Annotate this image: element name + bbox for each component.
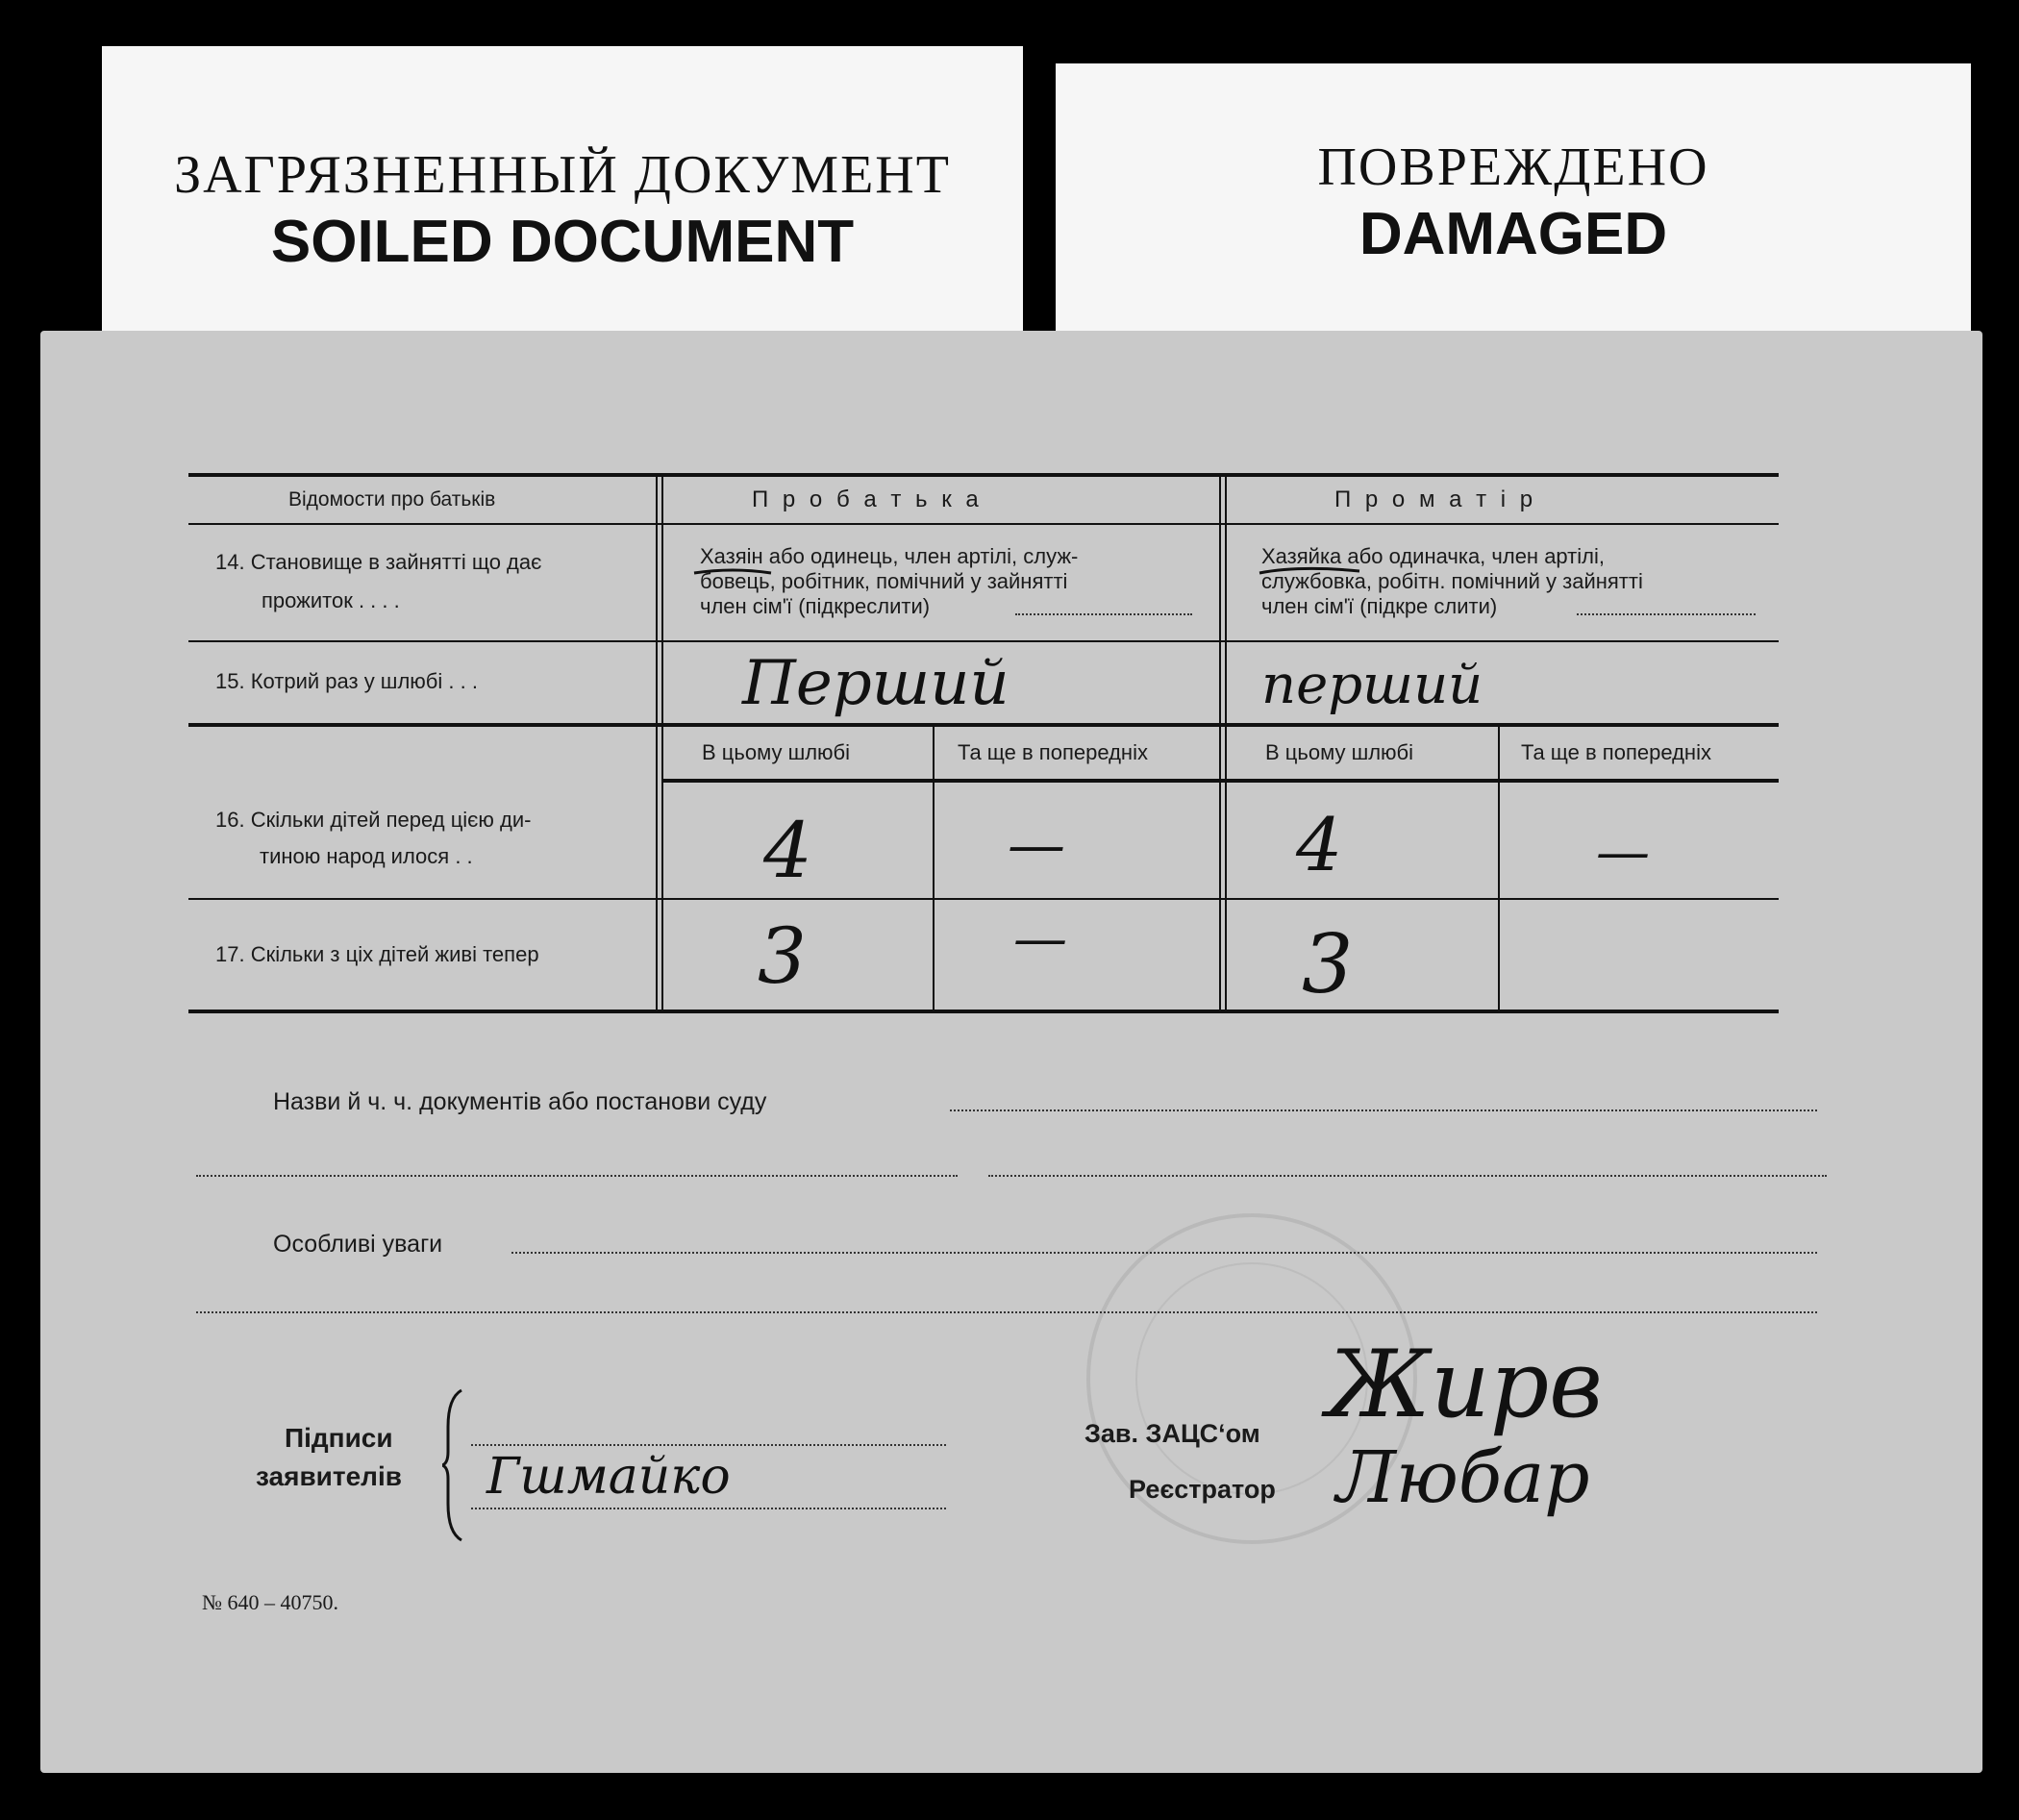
row16-bottom-rule — [188, 898, 1779, 900]
subheader-father-prev: Та ще в попередніх — [958, 740, 1148, 764]
registrar-label: Реєстратор — [1129, 1475, 1276, 1504]
soiled-label-ru: ЗАГРЯЗНЕННЫЙ ДОКУМЕНТ — [174, 145, 951, 205]
col-divider-mother-prev — [1498, 727, 1500, 1011]
row14-father-line3: член сім'ї (підкреслити) — [700, 594, 931, 618]
documents-dots-3 — [988, 1175, 1827, 1177]
form-number: № 640 – 40750. — [202, 1590, 338, 1614]
damaged-label-en: DAMAGED — [1358, 201, 1668, 267]
soiled-label-en: SOILED DOCUMENT — [270, 209, 855, 275]
head-label: Зав. ЗАЦС‘ом — [1084, 1419, 1260, 1448]
row14-label-line1: 14. Становище в зайнятті що дає — [215, 550, 542, 574]
row14-underlines — [40, 331, 1982, 658]
row16-mother-this: 4 — [1296, 802, 1343, 887]
row16-father-this: 4 — [763, 806, 812, 895]
row14-label-line2: прожиток . . . . — [262, 588, 400, 612]
notes-label: Особливі уваги — [273, 1231, 443, 1258]
applicants-label-line2: заявителів — [256, 1461, 402, 1491]
header-mother: П р о м а т і р — [1334, 486, 1537, 512]
documents-label: Назви й ч. ч. документів або постанови суду — [273, 1088, 767, 1115]
table-bottom-rule — [188, 1010, 1779, 1013]
row14-father-line1: Хазяін або одинець, член артілі, служ- — [700, 544, 1079, 568]
damaged-document-card — [1056, 63, 1971, 352]
row15-label: 15. Котрий раз у шлюбі . . . — [215, 669, 478, 693]
row17-label: 17. Скільки з ціх дітей живі тепер — [215, 942, 539, 966]
applicant-signature: Гшмайко — [486, 1448, 731, 1506]
row15-father-handwritten: Перший — [742, 648, 1010, 719]
row14-mother-line2: службовка, робітн. помічний у зайнятті — [1261, 569, 1643, 593]
notes-dots-2 — [196, 1311, 1817, 1313]
header-father: П р о б а т ь к а — [752, 486, 983, 512]
row14-mother-line1: Хазяйка або одиначка, член артілі, — [1261, 544, 1605, 568]
row16-father-prev: — — [1008, 811, 1065, 879]
row15-mother-handwritten: перший — [1261, 654, 1483, 716]
row16-label-line2: тиною народ илося . . — [260, 844, 473, 868]
row17-father-this: 3 — [758, 911, 807, 1001]
row14-mother-line3: член сім'ї (підкре слити) — [1261, 594, 1498, 618]
row17-father-prev: — — [1013, 908, 1067, 970]
head-signature: Жирв — [1327, 1331, 1604, 1438]
applicant-sign-line-1 — [471, 1444, 946, 1446]
row17-mother-this: 3 — [1302, 917, 1354, 1011]
subheader-father-this: В цьому шлюбі — [702, 740, 851, 764]
applicants-brace — [442, 1388, 471, 1542]
damaged-label-ru: ПОВРЕЖДЕНО — [1317, 137, 1709, 197]
soiled-document-card — [102, 46, 1023, 356]
documents-dots-2 — [196, 1175, 958, 1177]
applicant-sign-line-2 — [471, 1508, 946, 1509]
registrar-signature: Любар — [1336, 1436, 1590, 1519]
subheader-mother-prev: Та ще в попередніх — [1521, 740, 1711, 764]
row16-mother-prev: — — [1596, 821, 1650, 884]
row16-label-line1: 16. Скільки дітей перед цією ди- — [215, 808, 532, 832]
row15-bottom-rule — [188, 723, 1779, 727]
documents-dots-1 — [950, 1109, 1817, 1111]
header-info-parents: Відомости про батьків — [288, 488, 496, 511]
form-paper — [40, 331, 1982, 1773]
applicants-label-line1: Підписи — [285, 1423, 393, 1453]
row14-father-line2: бовець, робітник, помічний у зайнятті — [700, 569, 1068, 593]
notes-dots-1 — [511, 1252, 1817, 1254]
col-divider-father-prev — [933, 727, 935, 1011]
subheader-mother-this: В цьому шлюбі — [1265, 740, 1414, 764]
